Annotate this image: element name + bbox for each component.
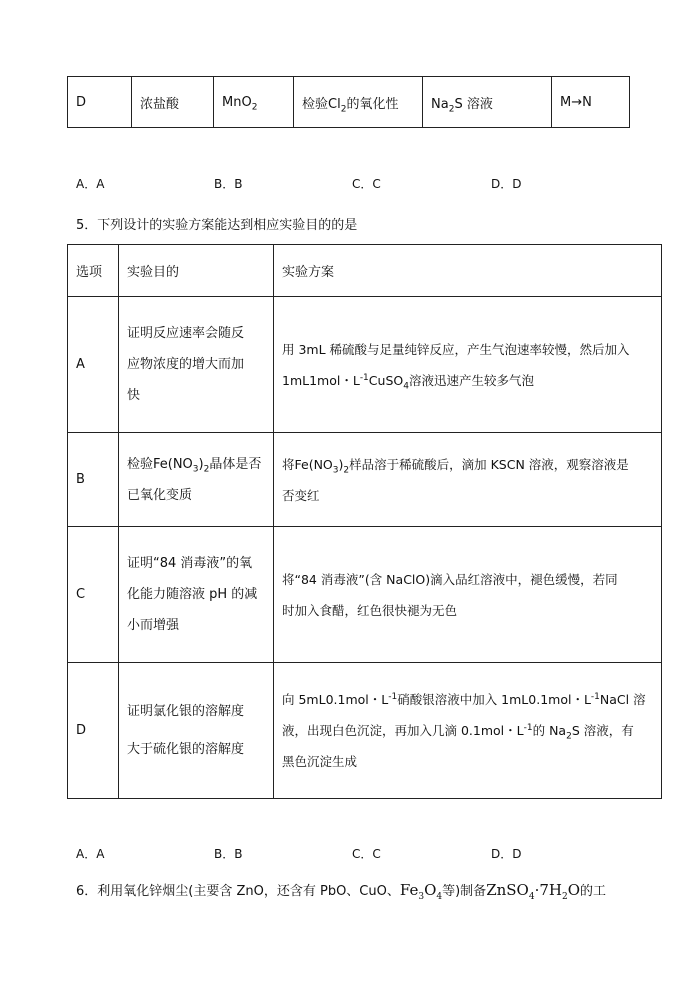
choice-d[interactable]: D．D [491, 177, 522, 191]
row-c-purpose: 证明“84 消毒液”的氧 化能力随溶液 pH 的减 小而增强 [119, 527, 274, 663]
question-5-title: 5．下列设计的实验方案能达到相应实验目的的是 [76, 218, 358, 233]
row-a-plan: 用 3mL 稀硫酸与足量纯锌反应，产生气泡速率较慢，然后加入 1mL1mol・$L^{-1}CuSO_4$溶液迅速产生较多气泡 [274, 297, 662, 433]
choice-a[interactable]: A．A [76, 847, 105, 861]
reagent2-text: MnO$_2$ [222, 94, 258, 113]
row-b-purpose: 检验$Fe(NO_3)_2$晶体是否 已氧化变质 [119, 433, 274, 527]
reagent1-cell [132, 77, 214, 128]
experiment-table [67, 244, 662, 799]
question-6-text: 6．利用氧化锌烟尘(主要含 ZnO，还含有 PbO、CuO、$Fe_3O_4$等)制备$ZnSO_4\cdot 7H_2O$的工 [76, 881, 607, 902]
row-c-option: C [68, 527, 119, 663]
choice-c[interactable]: C．C [352, 847, 381, 861]
reagent1-text: 浓盐酸 [140, 96, 180, 112]
table-row [68, 663, 662, 799]
row-d-purpose: 证明氯化银的溶解度 大于硫化银的溶解度 [119, 663, 274, 799]
option-label: D [76, 94, 87, 110]
purpose-text: 检验$Cl_2$的氧化性 [302, 96, 399, 115]
flow-cell [552, 77, 630, 128]
purpose-cell [294, 77, 423, 128]
reagent2-cell [214, 77, 294, 128]
choice-b[interactable]: B．B [214, 847, 243, 861]
choice-d[interactable]: D．D [491, 847, 522, 861]
choice-c[interactable]: C．C [352, 177, 381, 191]
flow-text: M→N [560, 94, 592, 110]
header-option: 选项 [68, 245, 119, 297]
reagent3-cell [423, 77, 552, 128]
header-plan: 实验方案 [274, 245, 662, 297]
table-row [68, 297, 662, 433]
top-table [67, 76, 630, 128]
table-row [68, 527, 662, 663]
table-header-row [68, 245, 662, 297]
row-d-option: D [68, 663, 119, 799]
reagent3-text: $Na_2S$ 溶液 [431, 96, 493, 115]
row-d-plan: 向 5mL0.1mol・$L^{-1}$硝酸银溶液中加入 1mL0.1mol・$L^{-1}NaCl$ 溶 液，出现白色沉淀，再加入几滴 0.1mol・$L^{-1}$的 $Na_2S$ 溶液，有 黑色沉淀生成 [274, 663, 662, 799]
table-row [68, 77, 630, 128]
row-a-purpose: 证明反应速率会随反 应物浓度的增大而加 快 [119, 297, 274, 433]
row-b-option: B [68, 433, 119, 527]
choice-b[interactable]: B．B [214, 177, 243, 191]
row-a-option: A [68, 297, 119, 433]
option-cell [68, 77, 132, 128]
table-row [68, 433, 662, 527]
row-b-plan: 将$Fe(NO_3)_2$样品溶于稀硫酸后，滴加 KSCN 溶液，观察溶液是 否变红 [274, 433, 662, 527]
row-c-plan: 将“84 消毒液”(含 NaClO)滴入品红溶液中，褪色缓慢，若同 时加入食醋，红色很快褪为无色 [274, 527, 662, 663]
choice-a[interactable]: A．A [76, 177, 105, 191]
header-purpose: 实验目的 [119, 245, 274, 297]
